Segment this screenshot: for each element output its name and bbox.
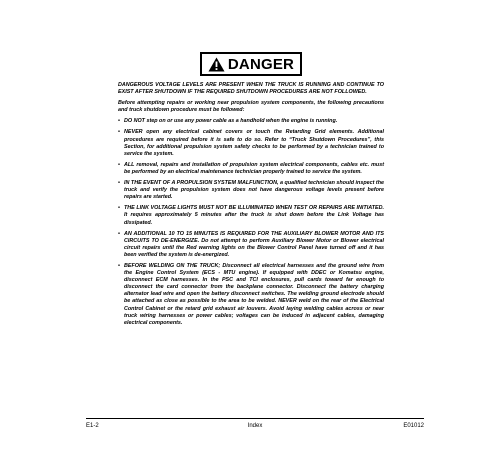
bullet-icon: •	[118, 205, 120, 212]
document-code: E01012	[403, 423, 424, 429]
bullet-icon: •	[118, 118, 120, 125]
list-item-lead: THE LINK VOLTAGE LIGHTS MUST NOT BE ILLUMINATED WHEN TEST OR REPAIRS ARE INITIATED.	[124, 205, 384, 212]
intro-paragraph: DANGEROUS VOLTAGE LEVELS ARE PRESENT WHEN THE TRUCK IS RUNNING AND CONTINUE TO EXIST AFTER SHUTDOWN IF THE REQUIRED SHUTDOWN PROCEDURES ARE NOT FOLLOWED.	[118, 82, 384, 96]
bullet-icon: •	[118, 161, 120, 168]
list-item-text: Do not attempt to perform Auxiliary Blower Motor or Blower electrical circuit repairs until the Red warning lights on the Blower Control Panel have turned off and it has been verified the system is de-energized.	[124, 237, 384, 258]
list-item	[118, 180, 384, 201]
precaution-list	[118, 118, 384, 326]
list-item-text: a qualified technician should inspect the truck and verify the propulsion system does not have dangerous voltage levels present before repairs are started.	[124, 180, 385, 201]
list-item-text: It requires approximately 5 minutes after the truck is shut down before the Link Voltage has dissipated.	[124, 212, 384, 226]
list-item	[118, 118, 384, 125]
list-item-lead: AN ADDITIONAL 10 TO 15 MINUTES IS REQUIRED FOR THE AUXILIARY BLOWER MOTOR AND ITS CIRCUITS TO DE-ENERGIZE.	[124, 230, 384, 244]
list-item-text: Additional procedures are required before it is safe to do so. Refer to “Truck Shutdown Procedures”, this Section, for additional propulsion system safety checks to be performed by a technician trained to service the system.	[124, 129, 384, 157]
danger-header	[200, 52, 302, 76]
list-item	[118, 129, 384, 157]
bullet-icon: •	[118, 180, 120, 187]
bullet-icon: •	[118, 262, 120, 269]
intro-paragraph: Before attempting repairs or working near propulsion system components, the following precautions and truck shutdown procedure must be followed:	[118, 100, 384, 114]
list-item-lead: BEFORE WELDING ON THE TRUCK;	[124, 262, 221, 269]
list-item-text: ALL removal, repairs and installation of propulsion system electrical components, cables etc. must be performed by an electrical maintenance technician properly trained to service the system.	[124, 161, 384, 175]
footer-divider	[86, 418, 424, 419]
list-item-lead: DO NOT step on or use any power cable as a handhold when the engine is running.	[124, 118, 338, 125]
warning-triangle-icon	[208, 57, 225, 72]
list-item	[118, 263, 384, 327]
list-item	[118, 205, 384, 226]
page-footer	[86, 422, 424, 432]
danger-label: DANGER	[227, 55, 295, 73]
list-item-lead: NEVER open any electrical cabinet covers or touch the Retarding Grid elements.	[124, 129, 355, 136]
list-item	[118, 231, 384, 259]
bullet-icon: •	[118, 230, 120, 237]
danger-content	[118, 82, 384, 331]
bullet-icon: •	[118, 129, 120, 136]
list-item	[118, 162, 384, 176]
footer-section-title: Index	[247, 423, 263, 429]
danger-header-inner	[208, 57, 294, 72]
page-number: E1-2	[86, 423, 99, 429]
list-item-text: Disconnect all electrical harnesses and the ground wire from the Engine Control System (ECS - MTU engine). If equipped with DDEC or Komatsu engine, disconnect ECM harnesses. In the PSC and TCI enclosures, pull cards toward far enough to disconnect the card connector from the backplane connector. Disconnect the battery charging alternator lead wire and open the battery disconnect switches. The welding ground electrode should be attached as close as possible to the area to be welded. NEVER weld on the rear of the Electrical Control Cabinet or the retard grid exhaust air louvers. Avoid laying welding cables across or near truck wiring harnesses or power cables; voltages can be induced in adjacent cables, damaging electrical components.	[124, 262, 384, 326]
list-item-lead: IN THE EVENT OF A PROPULSION SYSTEM MALFUNCTION,	[124, 180, 279, 187]
